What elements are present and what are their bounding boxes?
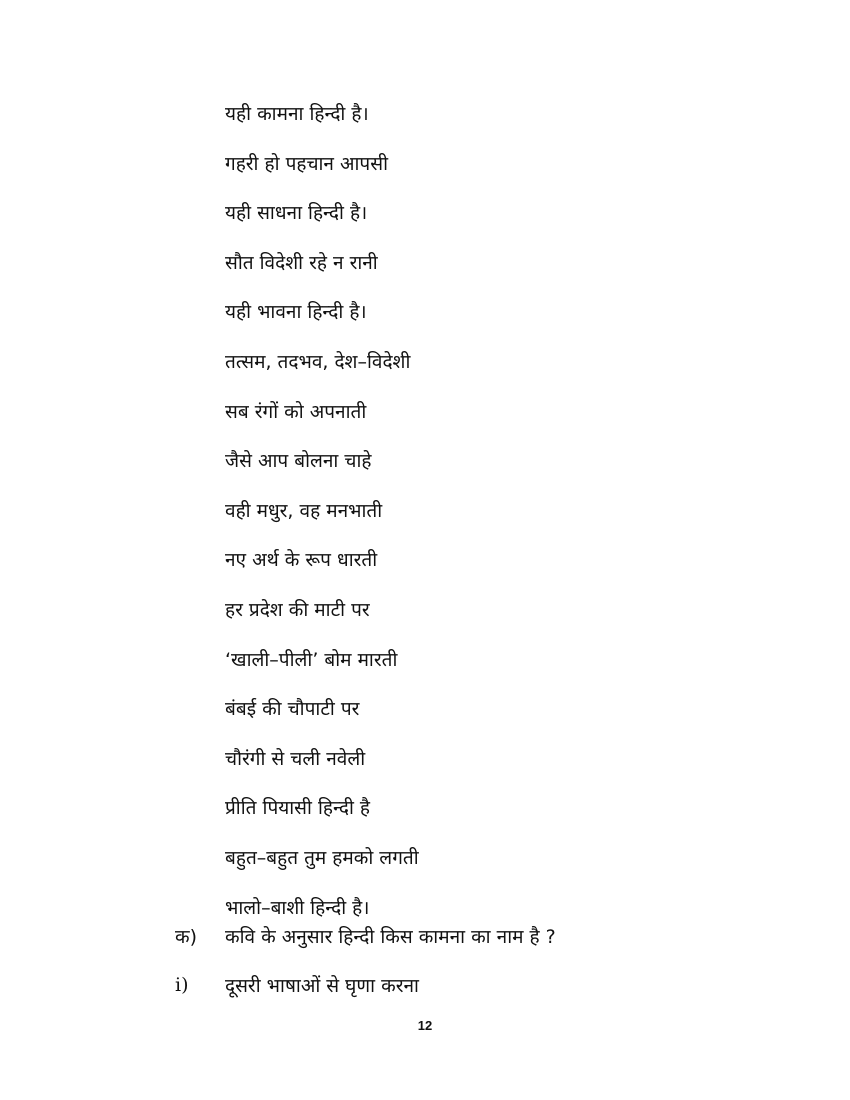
poem-block [225,90,419,933]
poem-line: यही भावना हिन्दी है। [225,301,367,324]
poem-line: भालो–बाशी हिन्दी है। [225,896,370,919]
option-marker: i) [175,974,189,996]
poem-line: प्रीति पियासी हिन्दी है [225,797,371,820]
question-text: कवि के अनुसार हिन्दी किस कामना का नाम है ? [225,926,556,948]
poem-line: ‘खाली–पीली’ बोम मारती [225,648,398,671]
poem-line: वही मधुर, वह मनभाती [225,499,383,522]
poem-line: नए अर्थ के रूप धारती [225,549,378,572]
poem-line: यही साधना हिन्दी है। [225,202,368,225]
poem-line: गहरी हो पहचान आपसी [225,152,388,175]
page-number: 12 [417,1018,433,1033]
poem-line: तत्सम, तदभव, देश–विदेशी [225,350,411,373]
poem-line: बहुत–बहुत तुम हमको लगती [225,846,419,869]
poem-line: बंबई की चौपाटी पर [225,698,360,721]
poem-line: चौरंगी से चली नवेली [225,747,366,770]
poem-line: सौत विदेशी रहे न रानी [225,251,378,274]
question-marker: क) [175,926,198,948]
poem-line: हर प्रदेश की माटी पर [225,598,370,621]
poem-line: सब रंगों को अपनाती [225,400,367,423]
poem-line: यही कामना हिन्दी है। [225,103,369,125]
poem-line: जैसे आप बोलना चाहे [225,450,372,473]
option-row [175,972,419,998]
question-row [175,923,556,949]
option-text: दूसरी भाषाओं से घृणा करना [225,975,419,997]
